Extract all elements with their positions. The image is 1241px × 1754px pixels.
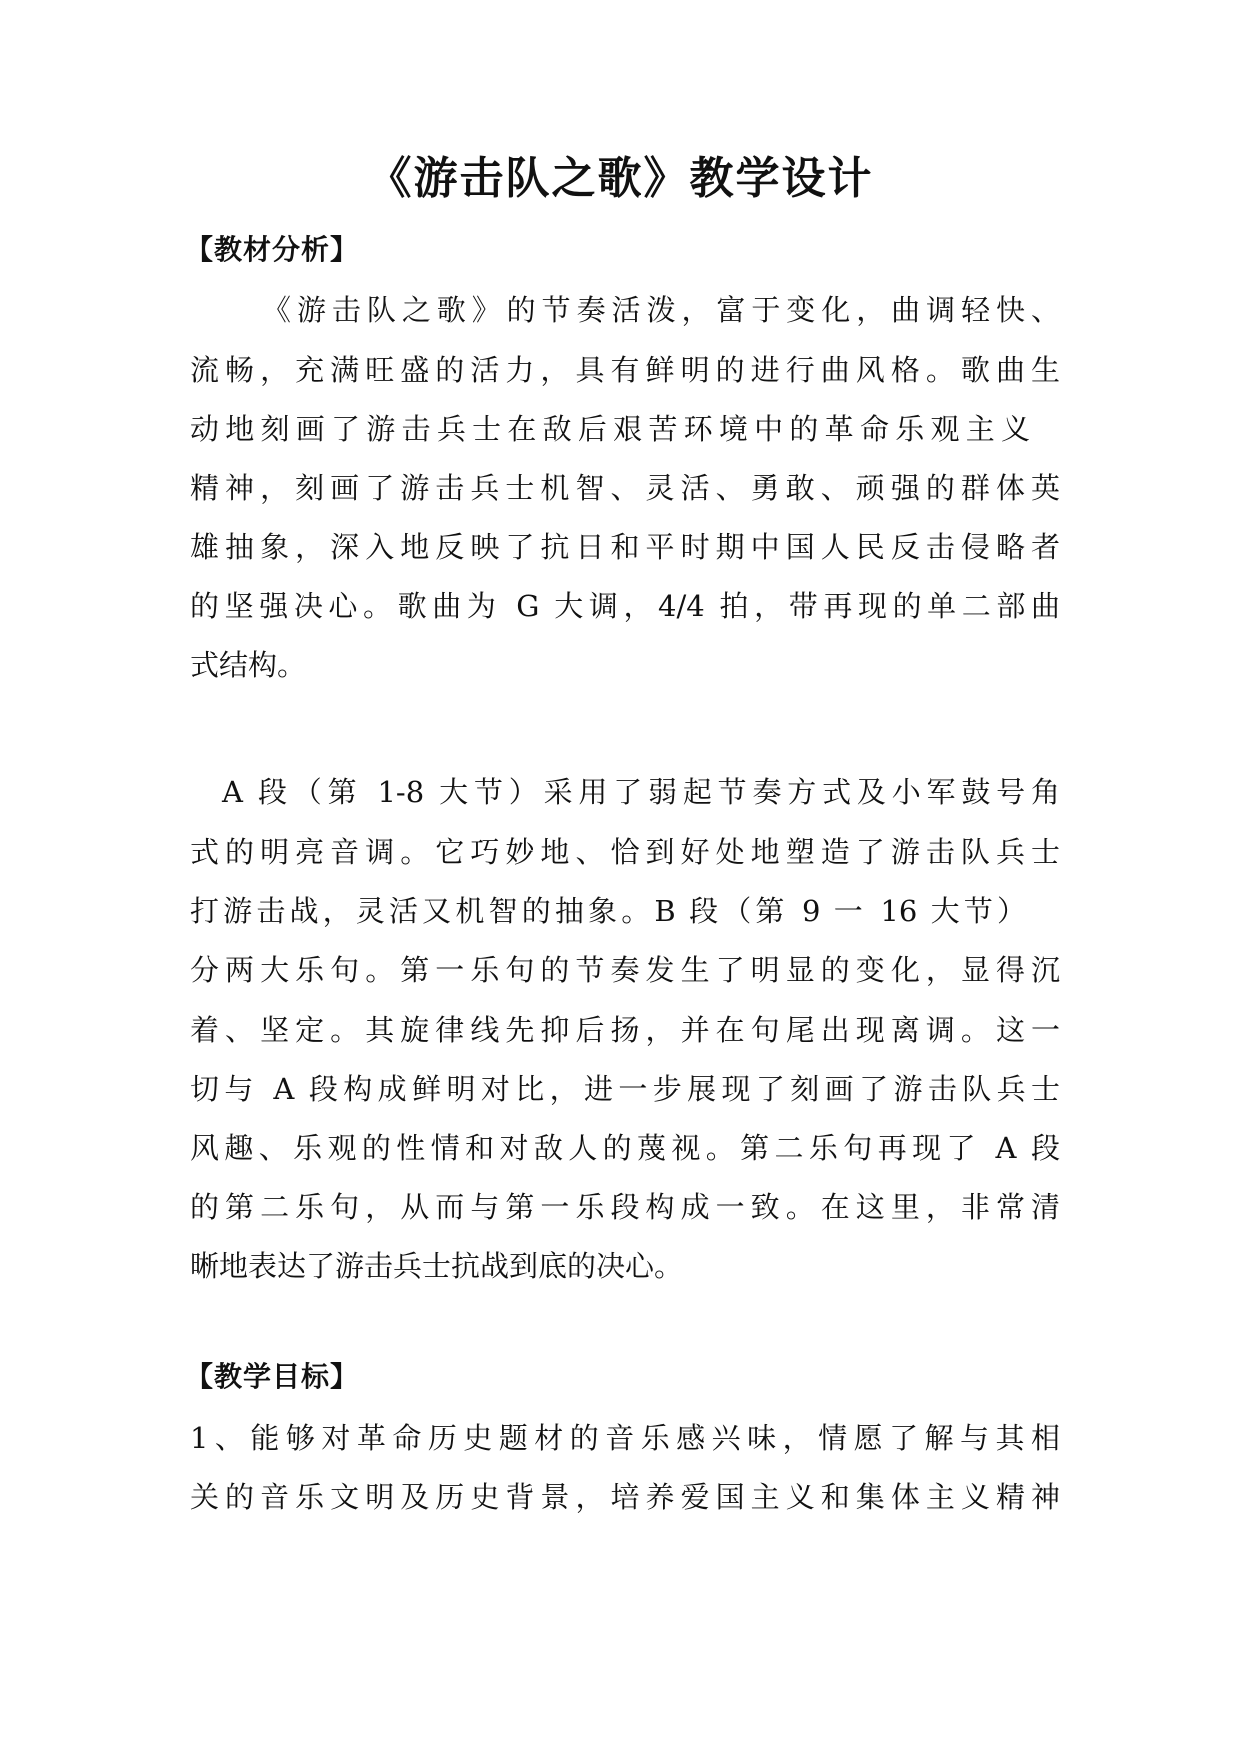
paragraph-line: 着、坚定。其旋律线先抑后扬，并在句尾出现离调。这一 bbox=[190, 1013, 1060, 1047]
paragraph-line: 的第二乐句，从而与第一乐段构成一致。在这里，非常清 bbox=[190, 1190, 1060, 1224]
paragraph-line: 流畅，充满旺盛的活力，具有鲜明的进行曲风格。歌曲生 bbox=[190, 353, 1060, 387]
paragraph-line: 式结构。 bbox=[190, 648, 307, 682]
section-heading-teaching-goals: 【教学目标】 bbox=[185, 1360, 360, 1393]
paragraph-line: 式的明亮音调。它巧妙地、恰到好处地塑造了游击队兵士 bbox=[190, 835, 1060, 869]
paragraph-line: 雄抽象，深入地反映了抗日和平时期中国人民反击侵略者 bbox=[190, 530, 1060, 564]
paragraph-line: 《游击队之歌》的节奏活泼，富于变化，曲调轻快、 bbox=[262, 293, 1060, 327]
paragraph-line: 风趣、乐观的性情和对敌人的蔑视。第二乐句再现了 A 段 bbox=[190, 1131, 1060, 1165]
paragraph-line: 晰地表达了游击兵士抗战到底的决心。 bbox=[190, 1249, 684, 1283]
paragraph-line: 切与 A 段构成鲜明对比，进一步展现了刻画了游击队兵士 bbox=[190, 1072, 1060, 1106]
document-title: 《游击队之歌》教学设计 bbox=[367, 153, 874, 204]
section-heading-material-analysis: 【教材分析】 bbox=[185, 233, 360, 266]
paragraph-line: 1、能够对革命历史题材的音乐感兴味，情愿了解与其相 bbox=[190, 1421, 1060, 1455]
paragraph-line: 的坚强决心。歌曲为 G 大调，4/4 拍，带再现的单二部曲 bbox=[190, 589, 1060, 623]
paragraph-line: A 段（第 1-8 大节）采用了弱起节奏方式及小军鼓号角 bbox=[222, 775, 1060, 809]
paragraph-line: 动地刻画了游击兵士在敌后艰苦环境中的革命乐观主义 bbox=[190, 412, 1030, 446]
paragraph-line: 关的音乐文明及历史背景，培养爱国主义和集体主义精神 bbox=[190, 1480, 1060, 1514]
paragraph-line: 分两大乐句。第一乐句的节奏发生了明显的变化，显得沉 bbox=[190, 953, 1060, 987]
paragraph-line: 打游击战，灵活又机智的抽象。B 段（第 9 一 16 大节） bbox=[190, 894, 1026, 928]
paragraph-line: 精神，刻画了游击兵士机智、灵活、勇敢、顽强的群体英 bbox=[190, 471, 1060, 505]
